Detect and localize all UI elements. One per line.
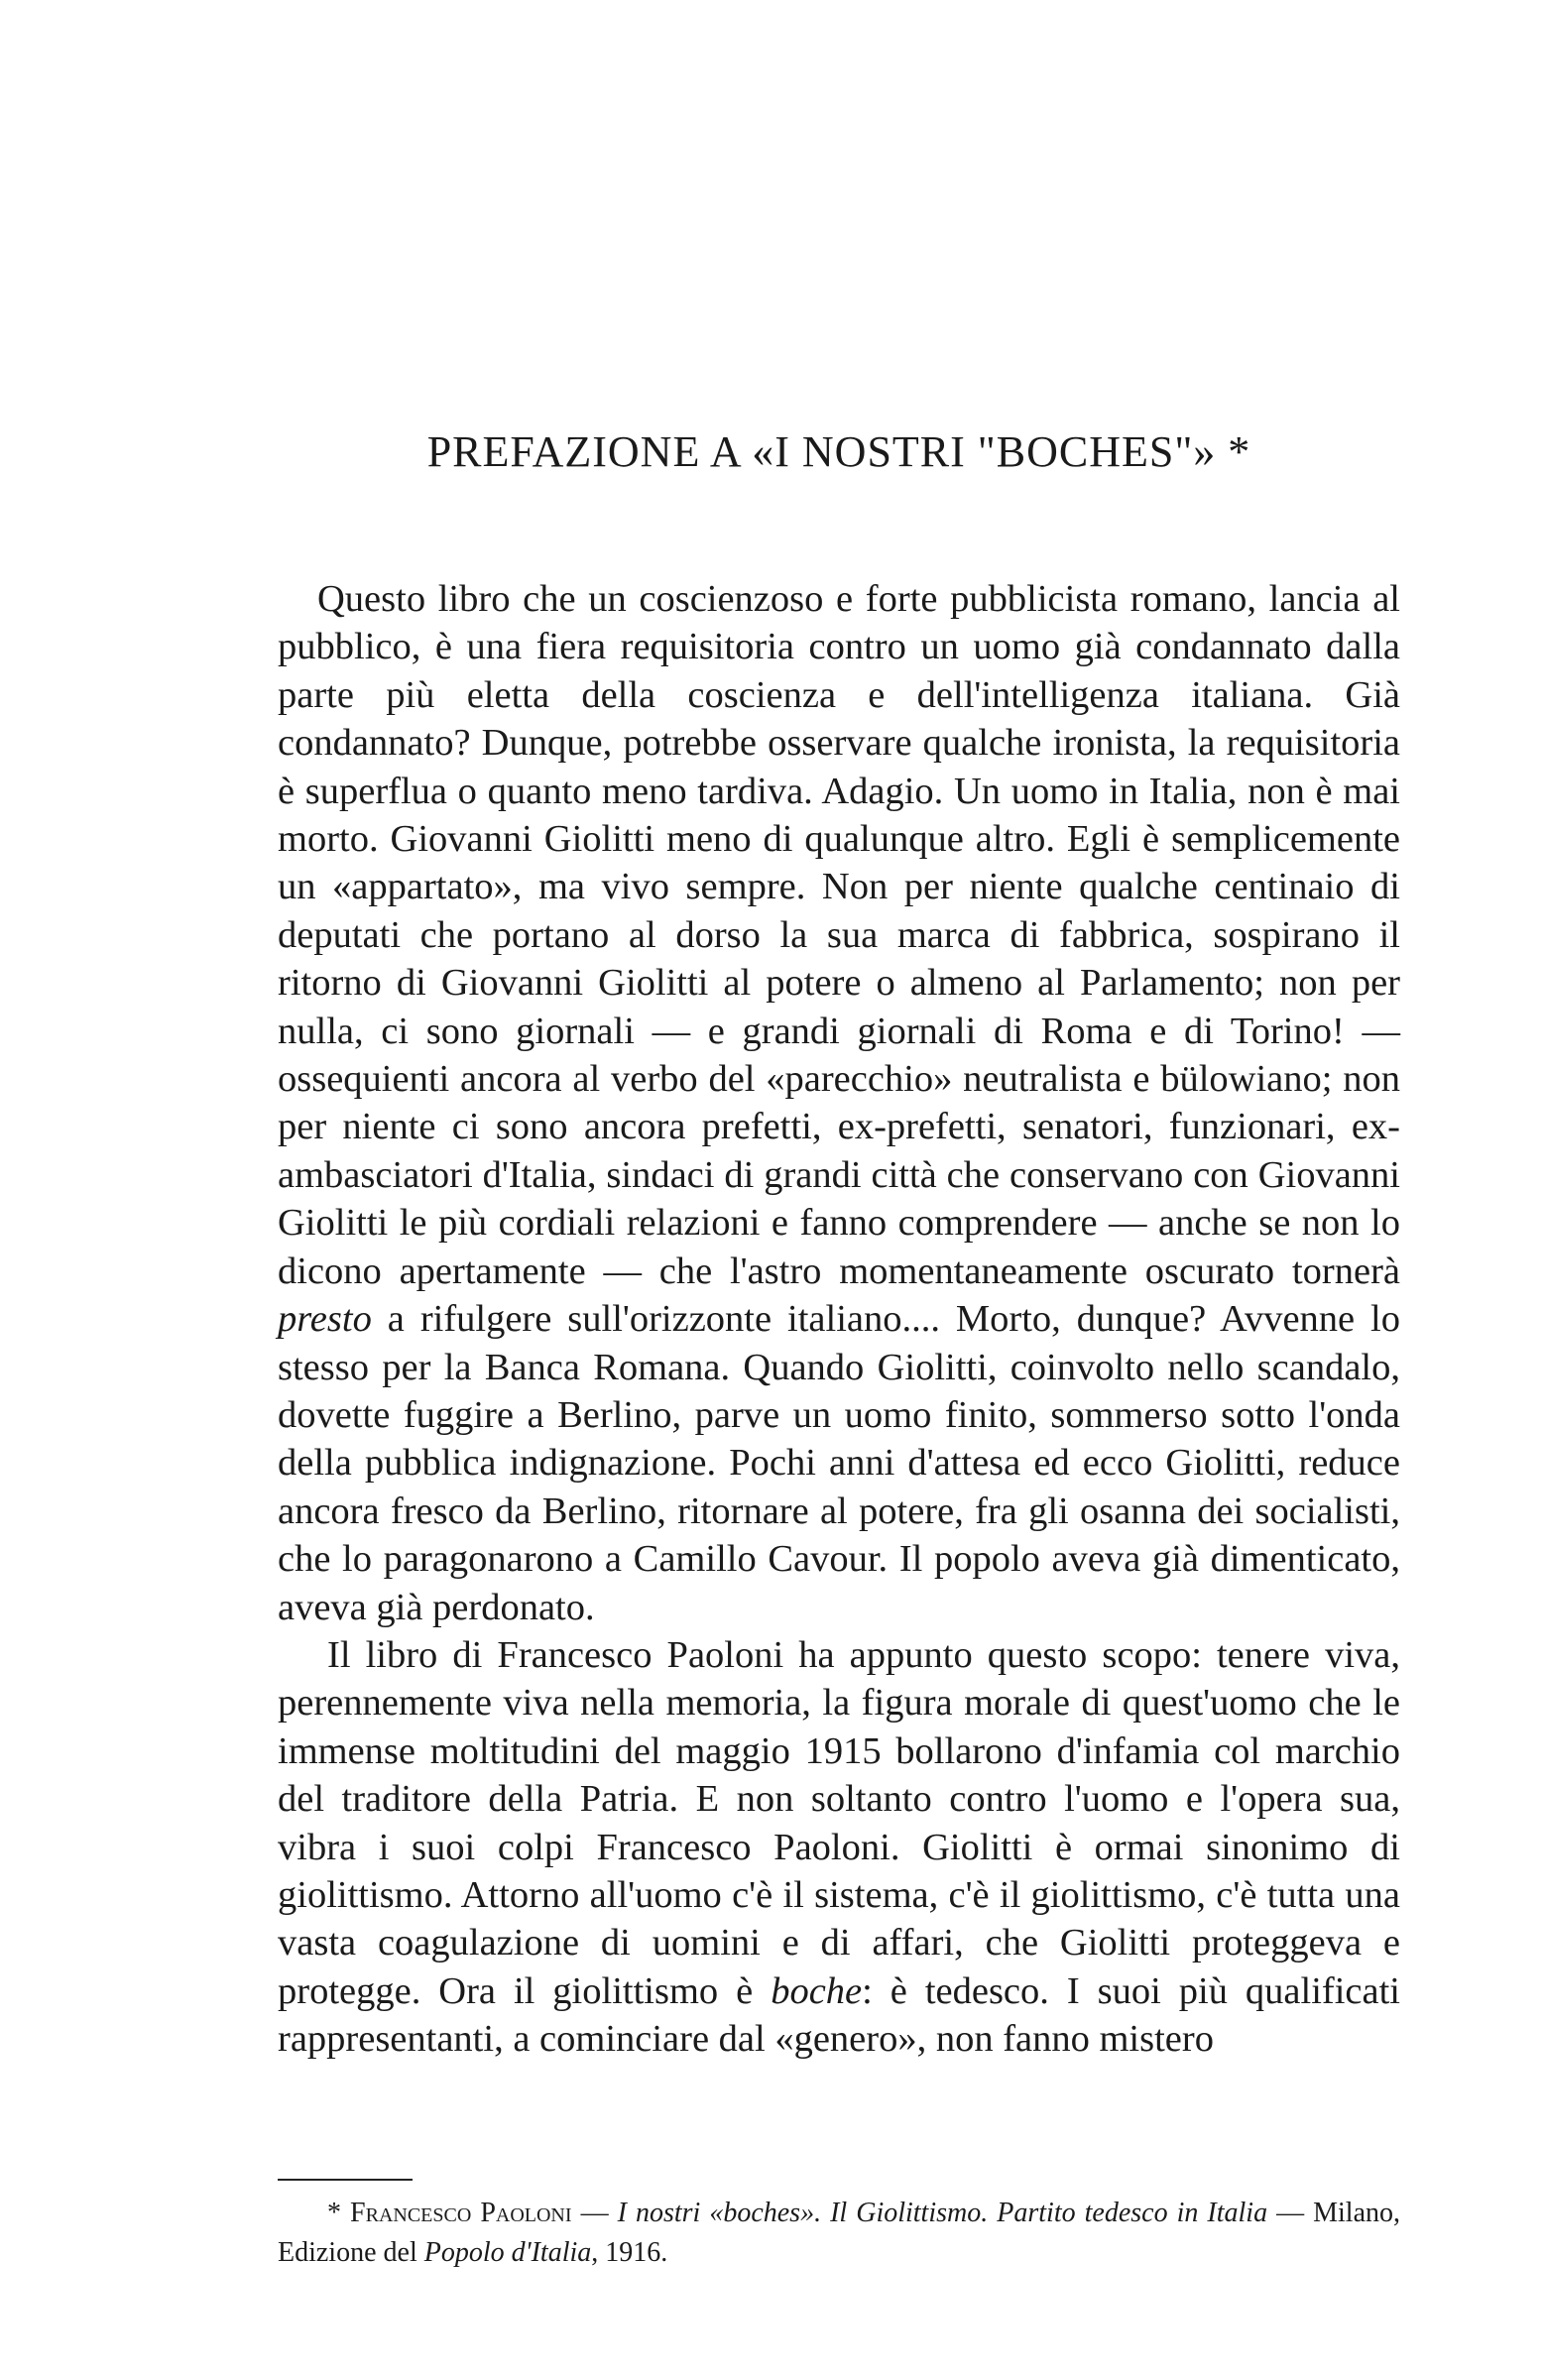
paragraph-2 bbox=[278, 1631, 1400, 2064]
paragraph-2-text-a: Il libro di Francesco Paoloni ha appunto questo scopo: tenere viva, perennemente viva nella memoria, la figura morale di quest'uomo che le immense moltitudini del maggio 1915 bollarono d'infamia col marchio del traditore della Patria. E non soltanto contro l'uomo e l'opera sua, vibra i suoi colpi Francesco Paoloni. Giolitti è ormai sinonimo di giolittismo. Attorno all'uomo c'è il sistema, c'è il giolittismo, c'è tutta una vasta coagulazione di uomini e di affari, che Giolitti proteggeva e protegge. Ora il giolittismo è bbox=[278, 1633, 1400, 2012]
footnote-dash-1: — bbox=[571, 2198, 618, 2228]
footnote-year: , 1916. bbox=[591, 2237, 668, 2268]
footnote-periodical: Popolo d'Italia bbox=[423, 2237, 592, 2268]
footnote-dash-2: — bbox=[1267, 2198, 1314, 2228]
footnote-author: Francesco Paoloni bbox=[350, 2198, 572, 2228]
paragraph-1 bbox=[278, 575, 1400, 1631]
footnote bbox=[278, 2194, 1400, 2273]
footnote-book-title: I nostri «boches». Il Giolittismo. Partito tedesco in Italia bbox=[617, 2198, 1268, 2228]
paragraph-2-emphasis: boche bbox=[771, 1969, 863, 2012]
footnote-publisher: Milano, Edizione del bbox=[278, 2198, 1401, 2268]
body-text bbox=[278, 575, 1400, 2064]
footnote-marker: * bbox=[327, 2198, 341, 2228]
chapter-title: PREFAZIONE A «I NOSTRI "BOCHES"» * bbox=[426, 427, 1251, 476]
footnote-rule bbox=[278, 2179, 413, 2181]
paragraph-2-text-b: : è tedesco. I suoi più qualificati rappresentanti, a cominciare dal «genero», non fanno mistero bbox=[278, 1969, 1401, 2061]
paragraph-1-text-b: a rifulgere sull'orizzonte italiano.... Morto, dunque? Avvenne lo stesso per la Banca Romana. Quando Giolitti, coinvolto nello scandalo, dovette fuggire a Berlino, parve un uomo finito, sommerso sotto l'onda della pubblica indignazione. Pochi anni d'attesa ed ecco Giolitti, reduce ancora fresco da Berlino, ritornare al potere, fra gli osanna dei socialisti, che lo paragonarono a Camillo Cavour. Il popolo aveva già dimenticato, aveva già perdonato. bbox=[278, 1298, 1401, 1628]
paragraph-1-text-a: Questo libro che un coscienzoso e forte pubblicista romano, lancia al pubblico, è una fiera requisitoria contro un uomo già condannato dalla parte più eletta della coscienza e dell'intelligenza italiana. Già condannato? Dunque, potrebbe osservare qualche ironista, la requisitoria è superflua o quanto meno tardiva. Adagio. Un uomo in Italia, non è mai morto. Giovanni Giolitti meno di qualunque altro. Egli è semplicemente un «appartato», ma vivo sempre. Non per niente qualche centinaio di deputati che portano al dorso la sua marca di fabbrica, sospirano il ritorno di Giovanni Giolitti al potere o almeno al Parlamento; non per nulla, ci sono giornali — e grandi giornali di Roma e di Torino! — ossequienti ancora al verbo del «parecchio» neutralista e bülowiano; non per niente ci sono ancora prefetti, ex-prefetti, senatori, funzionari, ex-ambasciatori d'Italia, sindaci di grandi città che conservano con Giovanni Giolitti le più cordiali relazioni e fanno comprendere — anche se non lo dicono apertamente — che l'astro momentaneamente oscurato tornerà bbox=[278, 578, 1400, 1292]
paragraph-1-emphasis: presto bbox=[278, 1298, 372, 1341]
